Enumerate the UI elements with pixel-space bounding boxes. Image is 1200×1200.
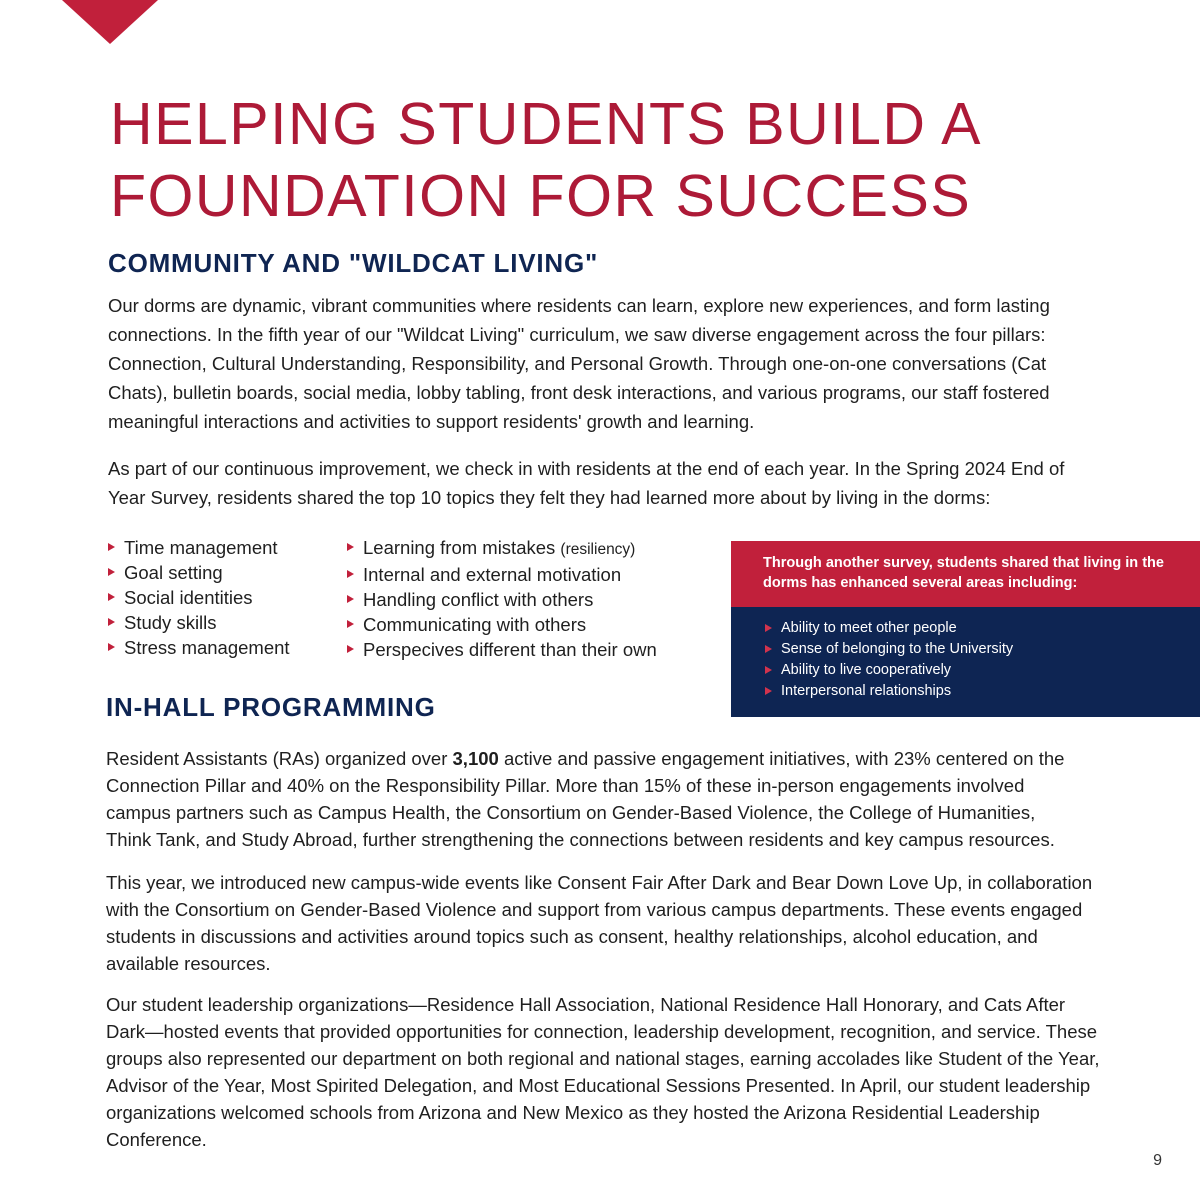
community-paragraph-2: As part of our continuous improvement, we check in with residents at the end of each year. In the Spring 2024 End of Year Survey, residents shared the top 10 topics they felt they had learned more about by living in the dorms: (108, 458, 1065, 508)
page-title (110, 88, 1110, 232)
triangle-bullet-icon (347, 543, 354, 551)
triangle-bullet-icon (347, 645, 354, 653)
callout-header: Through another survey, students shared that living in the dorms has enhanced several areas including: (731, 541, 1200, 607)
list-item: Internal and external motivation (345, 562, 657, 587)
list-item: Social identities (106, 585, 290, 610)
page-title-line2: FOUNDATION FOR SUCCESS (110, 163, 972, 229)
list-item: Goal setting (106, 560, 290, 585)
programming-paragraph-2: This year, we introduced new campus-wide events like Consent Fair After Dark and Bear Down Love Up, in collaboration with the Consortium on Gender-Based Violence and support from various campus departments. These events engaged students in discussions and activities around topics such as consent, healthy relationships, alcohol education, and available resources. (106, 872, 1093, 974)
triangle-bullet-icon (108, 593, 115, 601)
list-item: Stress management (106, 635, 290, 660)
list-item: Perspecives different than their own (345, 637, 657, 662)
triangle-bullet-icon (347, 570, 354, 578)
programming-heading: IN-HALL PROGRAMMING (106, 692, 436, 722)
triangle-bullet-icon (765, 645, 772, 653)
list-item: Learning from mistakes (resiliency) (345, 535, 657, 562)
list-item: Study skills (106, 610, 290, 635)
triangle-bullet-icon (765, 687, 772, 695)
triangle-bullet-icon (765, 666, 772, 674)
programming-paragraph-3: Our student leadership organizations—Residence Hall Association, National Residence Hall Honorary, and Cats After Dark—hosted events that provided opportunities for connection, leadership development, recognition, and service. These groups also represented our department on both regional and national stages, earning accolades like Student of the Year, Advisor of the Year, Most Spirited Delegation, and Most Educational Sessions Presented. In April, our student leadership organizations welcomed schools from Arizona and New Mexico as they hosted the Arizona Residential Leadership Conference. (106, 994, 1100, 1150)
topics-list-col1 (106, 535, 290, 660)
triangle-bullet-icon (108, 543, 115, 551)
page-title-line1: HELPING STUDENTS BUILD A (110, 91, 983, 157)
page-number: 9 (1153, 1152, 1162, 1169)
callout-list (763, 618, 1180, 702)
survey-callout-box (731, 541, 1200, 717)
triangle-bullet-icon (108, 643, 115, 651)
list-item: Ability to live cooperatively (763, 660, 1180, 681)
list-item: Communicating with others (345, 612, 657, 637)
list-item: Interpersonal relationships (763, 681, 1180, 702)
list-item: Sense of belonging to the University (763, 639, 1180, 660)
triangle-bullet-icon (108, 618, 115, 626)
corner-tab-decoration (62, 0, 158, 44)
community-paragraph-1: Our dorms are dynamic, vibrant communities where residents can learn, explore new experiences, and form lasting connections. In the fifth year of our "Wildcat Living" curriculum, we saw diverse engagement across the four pillars: Connection, Cultural Understanding, Responsibility, and Personal Growth. Through one-on-one conversations (Cat Chats), bulletin boards, social media, lobby tabling, front desk interactions, and various programs, our staff fostered meaningful interactions and activities to support residents' growth and learning. (108, 295, 1050, 432)
callout-body (731, 607, 1200, 717)
community-heading: COMMUNITY AND "WILDCAT LIVING" (108, 248, 599, 278)
triangle-bullet-icon (347, 620, 354, 628)
initiatives-count: 3,100 (452, 748, 499, 769)
list-item: Ability to meet other people (763, 618, 1180, 639)
triangle-bullet-icon (765, 624, 772, 632)
topics-list-col2 (345, 535, 657, 662)
programming-paragraph-1: Resident Assistants (RAs) organized over 3,100 active and passive engagement initiatives, with 23% centered on the Connection Pillar and 40% on the Responsibility Pillar. More than 15% of these in-person engagements involved campus partners such as Campus Health, the Consortium on Gender-Based Violence, the College of Humanities, Think Tank, and Study Abroad, further strengthening the connections between residents and key campus resources. (106, 748, 1065, 850)
triangle-bullet-icon (108, 568, 115, 576)
list-item: Handling conflict with others (345, 587, 657, 612)
triangle-bullet-icon (347, 595, 354, 603)
list-item: Time management (106, 535, 290, 560)
